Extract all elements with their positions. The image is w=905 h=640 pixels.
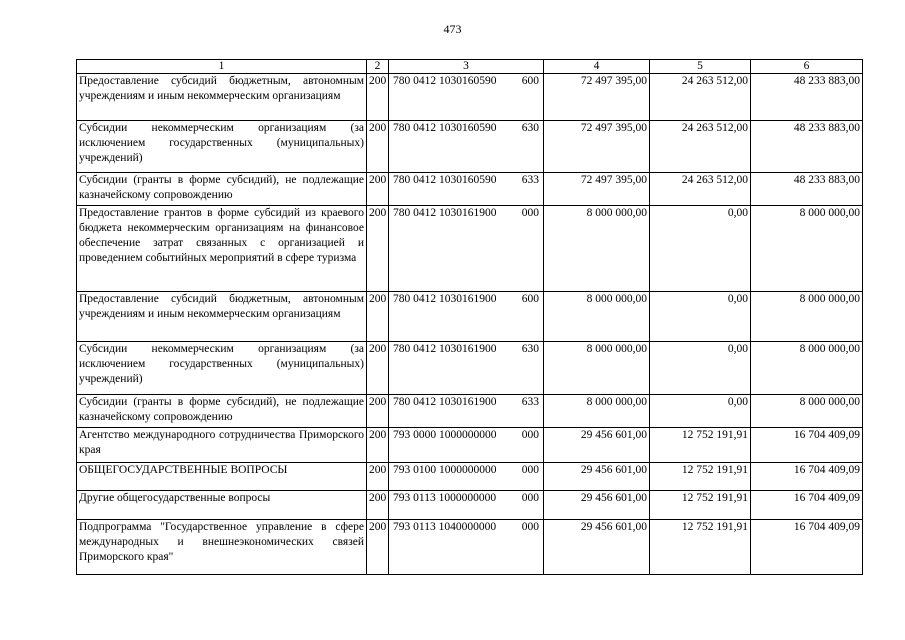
row-amount-col6: 48 233 883,00: [751, 74, 863, 121]
row-code: 780 0412 1030161900: [393, 396, 497, 408]
row-amount-col5: 0,00: [650, 342, 751, 395]
table-row: [77, 173, 863, 206]
row-type-code: 633: [521, 174, 539, 186]
column-header-4: 4: [544, 60, 650, 74]
table-row: [77, 206, 863, 292]
row-type-code: 000: [521, 464, 539, 476]
row-amount-col4: 8 000 000,00: [544, 342, 650, 395]
row-type-code: 000: [521, 492, 539, 504]
row-ga-code: 200: [367, 342, 389, 395]
page-number: 473: [443, 22, 462, 36]
row-classification-code: [389, 121, 544, 173]
row-amount-col5: 0,00: [650, 395, 751, 428]
row-description: Субсидии (гранты в форме субсидий), не подлежащие казначейскому сопровождению: [77, 173, 367, 206]
row-classification-code: [389, 173, 544, 206]
table-row: [77, 74, 863, 121]
header-row: [77, 60, 863, 74]
row-ga-code: 200: [367, 428, 389, 463]
row-description: Субсидии некоммерческим организациям (за исключением государственных (муниципальных) учреждений): [77, 121, 367, 173]
row-amount-col5: 12 752 191,91: [650, 520, 751, 575]
row-description: Предоставление субсидий бюджетным, автономным учреждениям и иным некоммерческим организациям: [77, 292, 367, 342]
table-row: [77, 395, 863, 428]
row-amount-col6: 16 704 409,09: [751, 491, 863, 520]
row-ga-code: 200: [367, 491, 389, 520]
row-description: Субсидии (гранты в форме субсидий), не подлежащие казначейскому сопровождению: [77, 395, 367, 428]
row-amount-col5: 24 263 512,00: [650, 173, 751, 206]
row-type-code: 630: [521, 122, 539, 134]
row-code: 780 0412 1030161900: [393, 343, 497, 355]
row-code: 780 0412 1030161900: [393, 293, 497, 305]
row-amount-col5: 12 752 191,91: [650, 491, 751, 520]
row-classification-code: [389, 206, 544, 292]
row-description: Агентство международного сотрудничества Приморского края: [77, 428, 367, 463]
row-amount-col4: 29 456 601,00: [544, 520, 650, 575]
row-amount-col4: 72 497 395,00: [544, 74, 650, 121]
row-amount-col6: 8 000 000,00: [751, 206, 863, 292]
row-amount-col6: 48 233 883,00: [751, 121, 863, 173]
row-description: Предоставление субсидий бюджетным, автономным учреждениям и иным некоммерческим организациям: [77, 74, 367, 121]
row-amount-col6: 16 704 409,09: [751, 463, 863, 491]
row-amount-col6: 8 000 000,00: [751, 342, 863, 395]
row-amount-col6: 8 000 000,00: [751, 292, 863, 342]
row-code: 793 0113 1040000000: [393, 521, 497, 533]
row-amount-col4: 29 456 601,00: [544, 491, 650, 520]
budget-table: [76, 59, 863, 575]
row-amount-col4: 8 000 000,00: [544, 206, 650, 292]
column-header-5: 5: [650, 60, 751, 74]
column-header-6: 6: [751, 60, 863, 74]
row-type-code: 630: [521, 343, 539, 355]
row-ga-code: 200: [367, 173, 389, 206]
table-row: [77, 428, 863, 463]
row-amount-col5: 0,00: [650, 206, 751, 292]
row-description: ОБЩЕГОСУДАРСТВЕННЫЕ ВОПРОСЫ: [77, 463, 367, 491]
row-ga-code: 200: [367, 206, 389, 292]
row-amount-col4: 8 000 000,00: [544, 395, 650, 428]
row-description: Субсидии некоммерческим организациям (за исключением государственных (муниципальных) учреждений): [77, 342, 367, 395]
row-description: Подпрограмма "Государственное управление в сфере международных и внешнеэкономических связей Приморского края": [77, 520, 367, 575]
row-amount-col5: 24 263 512,00: [650, 74, 751, 121]
row-ga-code: 200: [367, 121, 389, 173]
row-description: Предоставление грантов в форме субсидий из краевого бюджета некоммерческим организациям на финансовое обеспечение затрат связанных с организацией и проведением событийных мероприятий в сфере туризма: [77, 206, 367, 292]
row-classification-code: [389, 292, 544, 342]
row-amount-col5: 12 752 191,91: [650, 463, 751, 491]
row-type-code: 633: [521, 396, 539, 408]
row-description: Другие общегосударственные вопросы: [77, 491, 367, 520]
row-ga-code: 200: [367, 520, 389, 575]
row-amount-col4: 72 497 395,00: [544, 173, 650, 206]
table-row: [77, 463, 863, 491]
column-header-1: 1: [77, 60, 367, 74]
column-header-3: 3: [389, 60, 544, 74]
row-classification-code: [389, 463, 544, 491]
table-row: [77, 491, 863, 520]
row-amount-col6: 48 233 883,00: [751, 173, 863, 206]
table-row: [77, 520, 863, 575]
row-code: 793 0000 1000000000: [393, 429, 497, 441]
row-code: 780 0412 1030160590: [393, 75, 497, 87]
row-code: 793 0113 1000000000: [393, 492, 497, 504]
row-amount-col5: 12 752 191,91: [650, 428, 751, 463]
row-classification-code: [389, 74, 544, 121]
row-ga-code: 200: [367, 74, 389, 121]
row-code: 780 0412 1030160590: [393, 122, 497, 134]
row-amount-col4: 29 456 601,00: [544, 428, 650, 463]
row-classification-code: [389, 342, 544, 395]
row-code: 793 0100 1000000000: [393, 464, 497, 476]
table-row: [77, 292, 863, 342]
row-type-code: 000: [521, 207, 539, 219]
row-amount-col5: 0,00: [650, 292, 751, 342]
row-amount-col4: 8 000 000,00: [544, 292, 650, 342]
row-classification-code: [389, 428, 544, 463]
table-row: [77, 121, 863, 173]
row-code: 780 0412 1030160590: [393, 174, 497, 186]
row-ga-code: 200: [367, 395, 389, 428]
row-classification-code: [389, 491, 544, 520]
row-amount-col4: 29 456 601,00: [544, 463, 650, 491]
row-amount-col5: 24 263 512,00: [650, 121, 751, 173]
row-amount-col6: 16 704 409,09: [751, 520, 863, 575]
row-classification-code: [389, 395, 544, 428]
column-header-2: 2: [367, 60, 389, 74]
row-classification-code: [389, 520, 544, 575]
row-ga-code: 200: [367, 463, 389, 491]
row-type-code: 600: [521, 75, 539, 87]
row-amount-col6: 16 704 409,09: [751, 428, 863, 463]
table-row: [77, 342, 863, 395]
row-code: 780 0412 1030161900: [393, 207, 497, 219]
row-type-code: 000: [521, 521, 539, 533]
row-amount-col6: 8 000 000,00: [751, 395, 863, 428]
row-type-code: 000: [521, 429, 539, 441]
row-ga-code: 200: [367, 292, 389, 342]
row-amount-col4: 72 497 395,00: [544, 121, 650, 173]
row-type-code: 600: [521, 293, 539, 305]
